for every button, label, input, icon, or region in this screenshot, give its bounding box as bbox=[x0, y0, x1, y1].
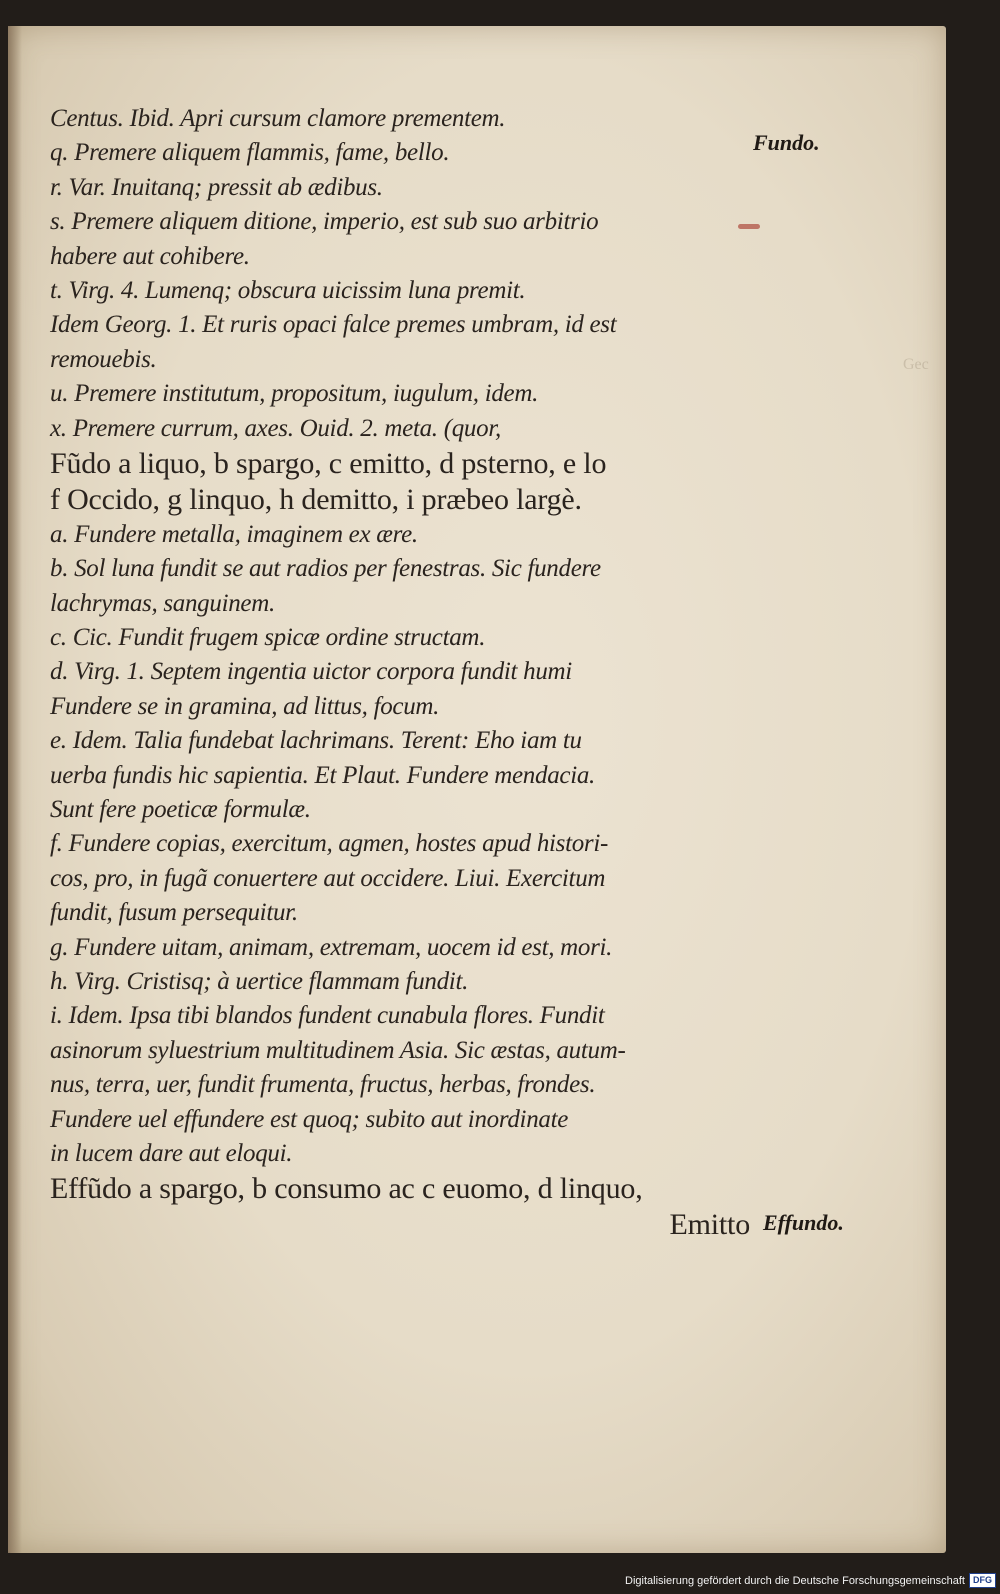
headword-line: f Occido, g linquo, h demitto, i præbeo largè. bbox=[50, 482, 582, 516]
text-line: Idem Georg. 1. Et ruris opaci falce premes umbram, id est bbox=[50, 311, 617, 339]
text-line: cos, pro, in fugã conuertere aut occidere. Liui. Exercitum bbox=[50, 864, 606, 892]
dfg-logo-icon: DFG bbox=[969, 1573, 996, 1588]
text-line: lachrymas, sanguinem. bbox=[50, 589, 275, 617]
footer-credit bbox=[625, 1573, 996, 1588]
text-line: e. Idem. Talia fundebat lachrimans. Terent: Eho iam tu bbox=[50, 727, 582, 755]
text-line: Sunt fere poeticæ formulæ. bbox=[50, 796, 311, 824]
text-line: t. Virg. 4. Lumenq; obscura uicissim luna premit. bbox=[50, 276, 526, 304]
text-line: nus, terra, uer, fundit frumenta, fructus, herbas, frondes. bbox=[50, 1071, 596, 1099]
text-line: b. Sol luna fundit se aut radios per fenestras. Sic fundere bbox=[50, 555, 601, 583]
text-line: r. Var. Inuitanq; pressit ab ædibus. bbox=[50, 173, 383, 201]
text-line: f. Fundere copias, exercitum, agmen, hostes apud histori- bbox=[50, 830, 609, 858]
margin-note-effundo: Effundo. bbox=[763, 1210, 844, 1235]
text-line: fundit, fusum persequitur. bbox=[50, 899, 298, 927]
text-line: habere aut cohibere. bbox=[50, 242, 250, 270]
text-line: s. Premere aliquem ditione, imperio, est sub suo arbitrio bbox=[50, 208, 599, 236]
text-line: q. Premere aliquem flammis, fame, bello. bbox=[50, 139, 450, 167]
text-line: asinorum syluestrium multitudinem Asia. Sic æstas, autum- bbox=[50, 1036, 626, 1064]
text-line: d. Virg. 1. Septem ingentia uictor corpora fundit humi bbox=[50, 658, 572, 686]
footer-text: Digitalisierung gefördert durch die Deutsche Forschungsgemeinschaft bbox=[625, 1574, 965, 1587]
margin-note-fundo: Fundo. bbox=[753, 130, 820, 155]
text-line: uerba fundis hic sapientia. Et Plaut. Fundere mendacia. bbox=[50, 761, 595, 789]
text-line: c. Cic. Fundit frugem spicæ ordine structam. bbox=[50, 624, 486, 652]
text-line: g. Fundere uitam, animam, extremam, uocem id est, mori. bbox=[50, 933, 613, 961]
text-line: u. Premere institutum, propositum, iugulum, idem. bbox=[50, 380, 539, 408]
text-line: Centus. Ibid. Apri cursum clamore prementem. bbox=[50, 105, 506, 132]
text-line: x. Premere currum, axes. Ouid. 2. meta. (quor, bbox=[50, 414, 501, 442]
text-line: Fundere uel effundere est quoq; subito aut inordinate bbox=[50, 1105, 569, 1133]
headword-line: Effũdo a spargo, b consumo ac c euomo, d linquo, bbox=[50, 1172, 643, 1206]
bleed-through: Gec bbox=[903, 356, 929, 373]
text-line: remouebis. bbox=[50, 345, 157, 373]
catchword: Emitto bbox=[669, 1208, 750, 1242]
text-line: in lucem dare aut eloqui. bbox=[50, 1139, 293, 1167]
text-line: h. Virg. Cristisq; à uertice flammam fundit. bbox=[50, 967, 469, 995]
text-line: i. Idem. Ipsa tibi blandos fundent cunabula flores. Fundit bbox=[50, 1002, 605, 1030]
text-line: Fundere se in gramina, ad littus, focum. bbox=[50, 692, 440, 720]
headword-line: Fũdo a liquo, b spargo, c emitto, d psterno, e lo bbox=[50, 446, 607, 480]
text-line: a. Fundere metalla, imaginem ex ære. bbox=[50, 520, 418, 548]
page-text bbox=[50, 102, 750, 1243]
